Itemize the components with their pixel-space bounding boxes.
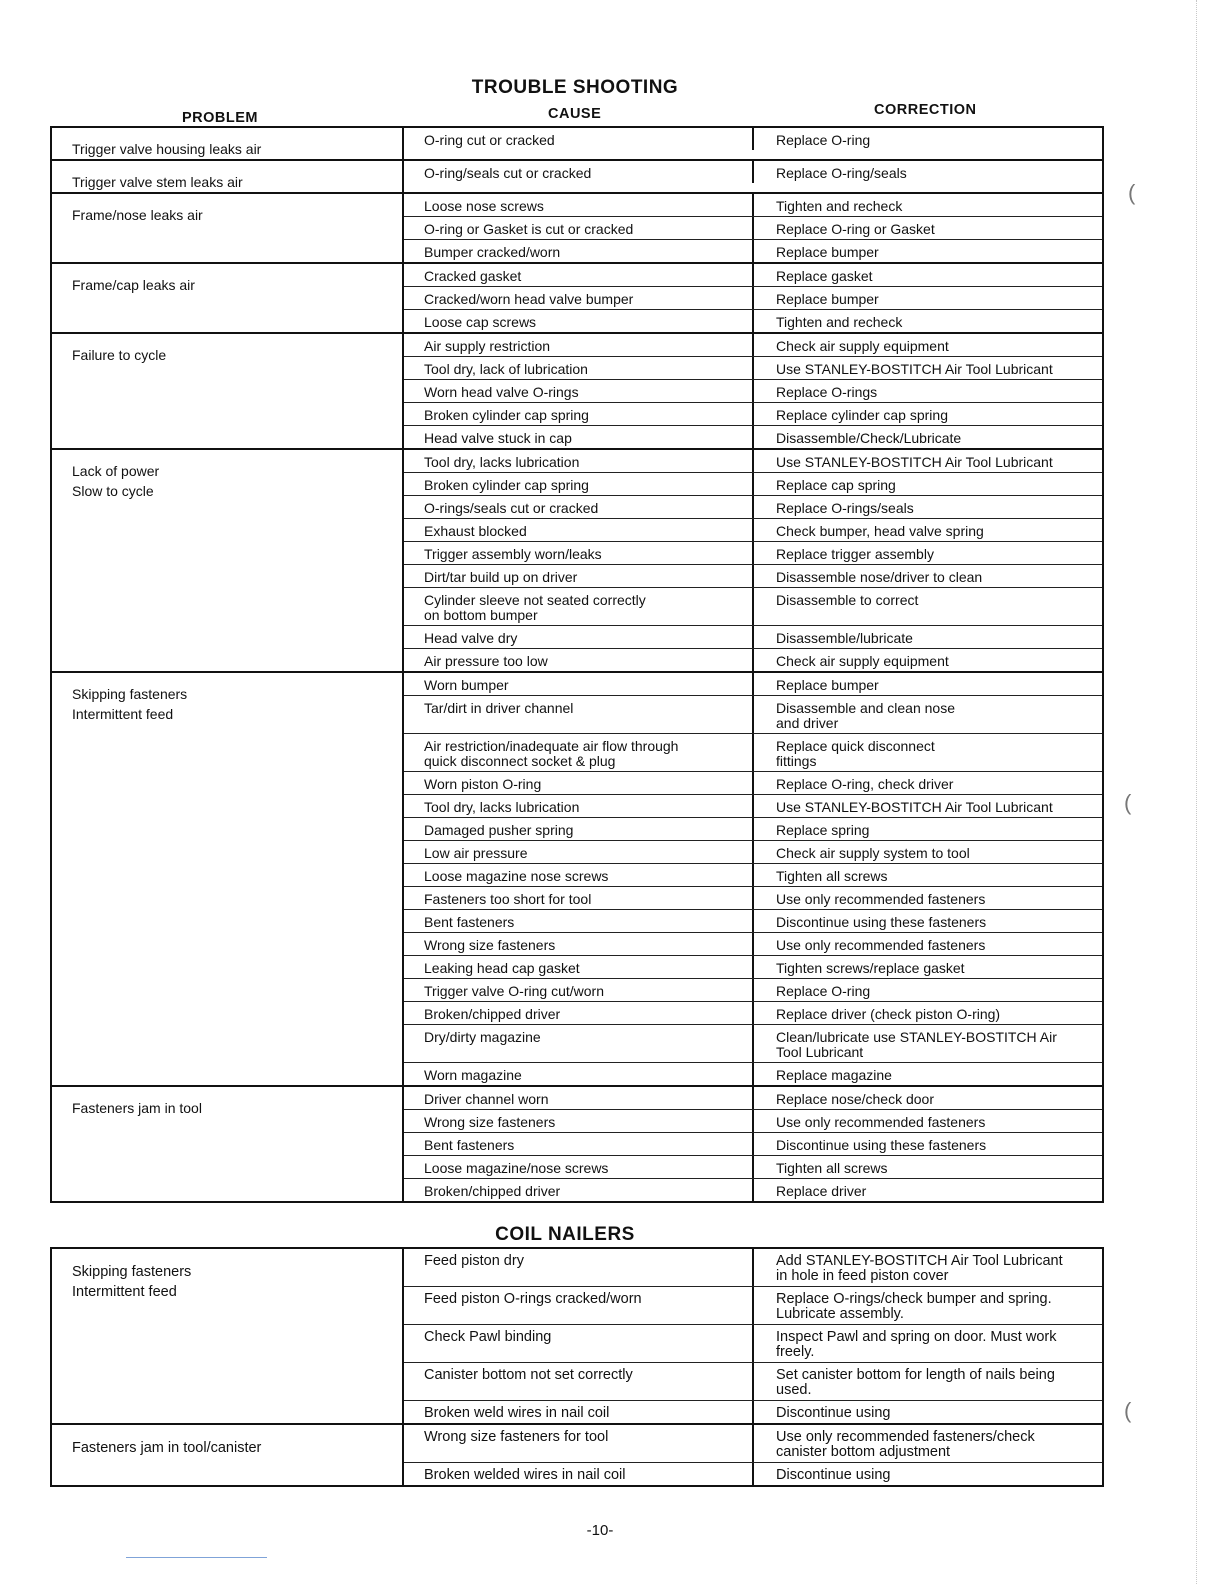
- problem-group: [52, 128, 1102, 159]
- table-row: [404, 978, 1102, 1001]
- cause-cell: Broken/chipped driver: [404, 1002, 754, 1024]
- problem-cell: [52, 1425, 404, 1485]
- cause-cell: Tool dry, lack of lubrication: [404, 357, 754, 379]
- correction-cell: Tighten screws/replace gasket: [776, 960, 965, 976]
- table-row: [404, 472, 1102, 495]
- correction-cell: Disassemble/Check/Lubricate: [776, 430, 962, 446]
- problem-group: [52, 671, 1102, 1085]
- table-row: [404, 1109, 1102, 1132]
- cause-cell: Driver channel worn: [404, 1087, 754, 1109]
- correction-cell: Replace trigger assembly: [776, 546, 934, 562]
- cause-cell: Canister bottom not set correctly: [404, 1363, 754, 1400]
- correction-cell: Replace cap spring: [776, 477, 896, 493]
- cause-cell: O-ring/seals cut or cracked: [404, 161, 754, 183]
- problem-text: Frame/nose leaks air: [72, 207, 203, 223]
- table-row: [404, 817, 1102, 840]
- cause-cell: O-ring or Gasket is cut or cracked: [404, 217, 754, 239]
- table-row: [404, 518, 1102, 541]
- problem-text: Lack of power: [72, 463, 160, 479]
- footer-divider: [126, 1557, 267, 1558]
- correction-cell: Set canister bottom for length of nails being used.: [776, 1367, 1055, 1398]
- correction-cell: Replace O-rings: [776, 384, 878, 400]
- binder-hole-mark: (: [1128, 180, 1136, 205]
- table-row: [404, 379, 1102, 402]
- correction-cell: Tighten all screws: [776, 868, 888, 884]
- table-row: [404, 733, 1102, 771]
- table-row: [404, 334, 1102, 356]
- cause-cell: Worn magazine: [404, 1063, 754, 1085]
- correction-cell: Disassemble/lubricate: [776, 630, 913, 646]
- table-row: [404, 625, 1102, 648]
- table-row: [404, 840, 1102, 863]
- table-row: [404, 955, 1102, 978]
- binder-hole-mark: (: [1124, 790, 1132, 815]
- cause-cell: Dirt/tar build up on driver: [404, 565, 754, 587]
- problem-text: Skipping fasteners: [72, 686, 188, 702]
- problem-text: Slow to cycle: [72, 483, 154, 499]
- table-row: [404, 356, 1102, 379]
- table-row: [404, 587, 1102, 625]
- table-row: [404, 286, 1102, 309]
- problem-group: [52, 332, 1102, 448]
- correction-cell: Replace gasket: [776, 268, 873, 284]
- cause-cell: Tar/dirt in driver channel: [404, 696, 754, 733]
- cause-cell: Bumper cracked/worn: [404, 240, 754, 262]
- table-row: [404, 239, 1102, 262]
- coil-nailers-table: [50, 1247, 1104, 1487]
- problem-group: [52, 159, 1102, 192]
- table-row: [404, 541, 1102, 564]
- table-row: [404, 1062, 1102, 1085]
- correction-cell: Replace O-ring/seals: [776, 165, 907, 181]
- correction-cell: Disassemble and clean nose and driver: [776, 700, 955, 731]
- cause-cell: Head valve dry: [404, 626, 754, 648]
- cause-cell: Bent fasteners: [404, 910, 754, 932]
- problem-text: Trigger valve stem leaks air: [72, 174, 243, 190]
- cause-cell: Worn bumper: [404, 673, 754, 695]
- problem-text: Trigger valve housing leaks air: [72, 141, 262, 157]
- problem-text: Intermittent feed: [72, 1284, 177, 1300]
- problem-group: [52, 1423, 1102, 1485]
- correction-cell: Replace O-ring or Gasket: [776, 221, 935, 237]
- cause-cell: Loose nose screws: [404, 194, 754, 216]
- correction-cell: Discontinue using: [776, 1467, 891, 1483]
- cause-cell: Air restriction/inadequate air flow through quick disconnect socket & plug: [404, 734, 754, 771]
- cause-cell: Feed piston dry: [404, 1249, 754, 1286]
- table-row: [404, 495, 1102, 518]
- table-row: [404, 216, 1102, 239]
- table-row: [404, 1462, 1102, 1485]
- problem-text: Intermittent feed: [72, 706, 174, 722]
- problem-cell: [52, 264, 404, 332]
- problem-group: [52, 262, 1102, 332]
- correction-cell: Use STANLEY-BOSTITCH Air Tool Lubricant: [776, 799, 1053, 815]
- problem-cell: [52, 673, 404, 1085]
- problem-text: Skipping fasteners: [72, 1264, 192, 1280]
- problem-text: Fasteners jam in tool/canister: [72, 1440, 262, 1456]
- problem-group: [52, 448, 1102, 671]
- cause-cell: Broken welded wires in nail coil: [404, 1463, 754, 1485]
- correction-cell: Disassemble nose/driver to clean: [776, 569, 983, 585]
- correction-cell: Replace bumper: [776, 291, 879, 307]
- correction-cell: Tighten all screws: [776, 1160, 888, 1176]
- table-row: [404, 425, 1102, 448]
- cause-cell: Trigger valve O-ring cut/worn: [404, 979, 754, 1001]
- cause-cell: Broken weld wires in nail coil: [404, 1401, 754, 1423]
- correction-cell: Replace O-rings/check bumper and spring. Lubricate assembly.: [776, 1291, 1052, 1322]
- column-header-problem: PROBLEM: [182, 110, 258, 126]
- table-row: [404, 794, 1102, 817]
- correction-cell: Disassemble to correct: [776, 592, 919, 608]
- correction-cell: Use only recommended fasteners: [776, 1114, 986, 1130]
- correction-cell: Use STANLEY-BOSTITCH Air Tool Lubricant: [776, 454, 1053, 470]
- column-header-cause: CAUSE: [548, 106, 602, 122]
- correction-cell: Check bumper, head valve spring: [776, 523, 984, 539]
- problem-cell: [52, 1087, 404, 1201]
- table-row: [404, 1425, 1102, 1462]
- cause-cell: Loose magazine nose screws: [404, 864, 754, 886]
- table-row: [404, 863, 1102, 886]
- cause-cell: Trigger assembly worn/leaks: [404, 542, 754, 564]
- cause-cell: Low air pressure: [404, 841, 754, 863]
- correction-cell: Replace O-ring: [776, 983, 871, 999]
- cause-cell: Head valve stuck in cap: [404, 426, 754, 448]
- table-row: [404, 673, 1102, 695]
- table-row: [404, 1400, 1102, 1423]
- correction-cell: Discontinue using these fasteners: [776, 1137, 987, 1153]
- table-row: [404, 1324, 1102, 1362]
- table-row: [404, 648, 1102, 671]
- table-row: [404, 1286, 1102, 1324]
- cause-cell: O-rings/seals cut or cracked: [404, 496, 754, 518]
- cause-cell: Wrong size fasteners for tool: [404, 1425, 754, 1462]
- cause-cell: Fasteners too short for tool: [404, 887, 754, 909]
- correction-cell: Replace quick disconnect fittings: [776, 738, 935, 769]
- problem-group: [52, 1249, 1102, 1423]
- correction-cell: Use only recommended fasteners/check canister bottom adjustment: [776, 1429, 1035, 1460]
- correction-cell: Clean/lubricate use STANLEY-BOSTITCH Air Tool Lubricant: [776, 1029, 1057, 1060]
- table-row: [404, 1249, 1102, 1286]
- problem-cell: [52, 128, 404, 159]
- cause-cell: Cracked gasket: [404, 264, 754, 286]
- table-row: [404, 309, 1102, 332]
- table-row: [404, 1132, 1102, 1155]
- problem-cell: [52, 334, 404, 448]
- cause-cell: Wrong size fasteners: [404, 1110, 754, 1132]
- cause-cell: Cylinder sleeve not seated correctly on bottom bumper: [404, 588, 754, 625]
- problem-cell: [52, 450, 404, 671]
- correction-cell: Inspect Pawl and spring on door. Must work freely.: [776, 1329, 1057, 1360]
- table-row: [404, 1087, 1102, 1109]
- cause-cell: Wrong size fasteners: [404, 933, 754, 955]
- table-row: [404, 128, 1102, 150]
- correction-cell: Replace O-ring: [776, 132, 871, 148]
- correction-cell: Tighten and recheck: [776, 198, 903, 214]
- problem-cell: [52, 161, 404, 192]
- page-title: TROUBLE SHOOTING: [471, 77, 679, 98]
- cause-cell: Air pressure too low: [404, 649, 754, 671]
- correction-cell: Use only recommended fasteners: [776, 937, 986, 953]
- table-row: [404, 402, 1102, 425]
- cause-cell: Tool dry, lacks lubrication: [404, 795, 754, 817]
- correction-cell: Replace O-ring, check driver: [776, 776, 954, 792]
- cause-cell: Loose magazine/nose screws: [404, 1156, 754, 1178]
- table-row: [404, 161, 1102, 183]
- correction-cell: Replace nose/check door: [776, 1091, 934, 1107]
- problem-text: Frame/cap leaks air: [72, 277, 195, 293]
- cause-cell: Damaged pusher spring: [404, 818, 754, 840]
- table-row: [404, 886, 1102, 909]
- page-number: -10-: [586, 1522, 614, 1539]
- correction-cell: Check air supply equipment: [776, 653, 949, 669]
- correction-cell: Replace bumper: [776, 677, 879, 693]
- correction-cell: Replace driver: [776, 1183, 867, 1199]
- coil-nailers-title: COIL NAILERS: [495, 1224, 635, 1245]
- correction-cell: Replace magazine: [776, 1067, 892, 1083]
- correction-cell: Add STANLEY-BOSTITCH Air Tool Lubricant in hole in feed piston cover: [776, 1253, 1063, 1284]
- cause-cell: Exhaust blocked: [404, 519, 754, 541]
- cause-cell: Air supply restriction: [404, 334, 754, 356]
- cause-cell: Feed piston O-rings cracked/worn: [404, 1287, 754, 1324]
- cause-cell: Worn piston O-ring: [404, 772, 754, 794]
- cause-cell: Broken cylinder cap spring: [404, 473, 754, 495]
- table-row: [404, 194, 1102, 216]
- table-row: [404, 771, 1102, 794]
- trouble-shooting-table: [50, 126, 1104, 1203]
- table-row: [404, 1024, 1102, 1062]
- problem-cell: [52, 194, 404, 262]
- correction-cell: Replace spring: [776, 822, 870, 838]
- table-row: [404, 1362, 1102, 1400]
- cause-cell: Leaking head cap gasket: [404, 956, 754, 978]
- cause-cell: Tool dry, lacks lubrication: [404, 450, 754, 472]
- correction-cell: Check air supply equipment: [776, 338, 949, 354]
- correction-cell: Check air supply system to tool: [776, 845, 970, 861]
- correction-cell: Use only recommended fasteners: [776, 891, 986, 907]
- binder-hole-mark: (: [1124, 1398, 1132, 1423]
- table-row: [404, 264, 1102, 286]
- table-row: [404, 932, 1102, 955]
- correction-cell: Use STANLEY-BOSTITCH Air Tool Lubricant: [776, 361, 1053, 377]
- cause-cell: Worn head valve O-rings: [404, 380, 754, 402]
- column-header-correction: CORRECTION: [874, 102, 977, 118]
- correction-cell: Discontinue using these fasteners: [776, 914, 987, 930]
- problem-group: [52, 1085, 1102, 1201]
- cause-cell: Dry/dirty magazine: [404, 1025, 754, 1062]
- cause-cell: Cracked/worn head valve bumper: [404, 287, 754, 309]
- problem-group: [52, 192, 1102, 262]
- table-row: [404, 1178, 1102, 1201]
- correction-cell: Replace bumper: [776, 244, 879, 260]
- table-row: [404, 1155, 1102, 1178]
- correction-cell: Discontinue using: [776, 1405, 891, 1421]
- cause-cell: Broken/chipped driver: [404, 1179, 754, 1201]
- problem-text: Fasteners jam in tool: [72, 1100, 202, 1116]
- problem-cell: [52, 1249, 404, 1423]
- table-row: [404, 564, 1102, 587]
- cause-cell: Check Pawl binding: [404, 1325, 754, 1362]
- cause-cell: Loose cap screws: [404, 310, 754, 332]
- correction-cell: Tighten and recheck: [776, 314, 903, 330]
- problem-text: Failure to cycle: [72, 347, 167, 363]
- table-row: [404, 909, 1102, 932]
- correction-cell: Replace cylinder cap spring: [776, 407, 948, 423]
- table-row: [404, 450, 1102, 472]
- correction-cell: Replace driver (check piston O-ring): [776, 1006, 1001, 1022]
- table-row: [404, 1001, 1102, 1024]
- scan-edge: [1196, 0, 1198, 1584]
- cause-cell: O-ring cut or cracked: [404, 128, 754, 150]
- correction-cell: Replace O-rings/seals: [776, 500, 914, 516]
- cause-cell: Broken cylinder cap spring: [404, 403, 754, 425]
- table-row: [404, 695, 1102, 733]
- cause-cell: Bent fasteners: [404, 1133, 754, 1155]
